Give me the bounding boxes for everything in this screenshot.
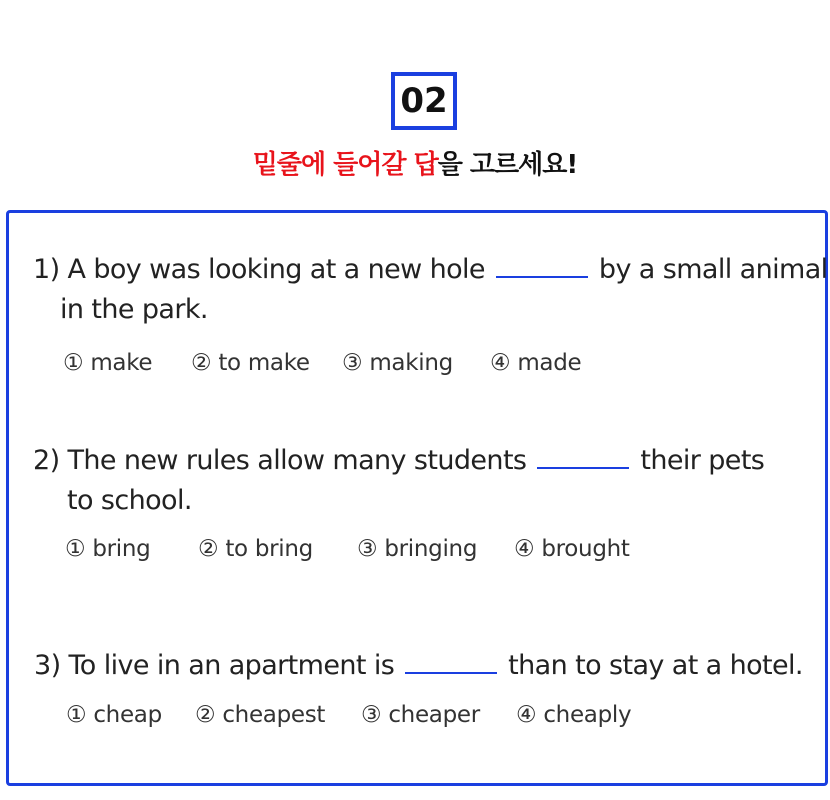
question-3-text-after: than to stay at a hotel. (508, 650, 803, 681)
question-3-option-2[interactable]: ② cheapest (195, 702, 326, 728)
question-1-text-after: by a small animal (598, 254, 828, 285)
question-3-options (66, 702, 786, 732)
question-2-line-2: to school. (67, 485, 192, 516)
question-3-option-1[interactable]: ① cheap (66, 702, 162, 728)
question-2-option-3[interactable]: ③ bringing (357, 536, 478, 562)
question-2-blank (537, 443, 629, 469)
question-3-option-4[interactable]: ④ cheaply (516, 702, 632, 728)
question-1-text-before: 1) A boy was looking at a new hole (33, 254, 485, 285)
question-2-option-2[interactable]: ② to bring (198, 536, 313, 562)
instruction-highlight: 밑줄에 들어갈 답 (252, 150, 438, 180)
question-1-option-1[interactable]: ① make (63, 350, 153, 376)
question-1-blank (496, 252, 588, 278)
question-2-text-before: 2) The new rules allow many students (33, 445, 527, 476)
question-3-option-3[interactable]: ③ cheaper (361, 702, 480, 728)
question-1-options (63, 350, 783, 380)
question-2-option-4[interactable]: ④ brought (514, 536, 630, 562)
question-2-line-1 (33, 441, 764, 481)
question-1-option-4[interactable]: ④ made (490, 350, 582, 376)
question-2-options (65, 536, 785, 566)
question-3-text-before: 3) To live in an apartment is (34, 650, 395, 681)
instruction-text: 을 고르세요! (437, 150, 578, 180)
question-1-option-2[interactable]: ② to make (191, 350, 310, 376)
question-3-blank (405, 648, 497, 674)
question-2-option-1[interactable]: ① bring (65, 536, 151, 562)
question-3-line-1 (34, 646, 803, 686)
question-1-option-3[interactable]: ③ making (342, 350, 453, 376)
question-number-box (391, 72, 457, 130)
question-1-line-1 (33, 250, 828, 290)
question-number: 02 (400, 81, 448, 121)
instruction-heading (0, 144, 830, 181)
question-2-text-after: their pets (640, 445, 765, 476)
question-1-line-2: in the park. (60, 294, 208, 325)
